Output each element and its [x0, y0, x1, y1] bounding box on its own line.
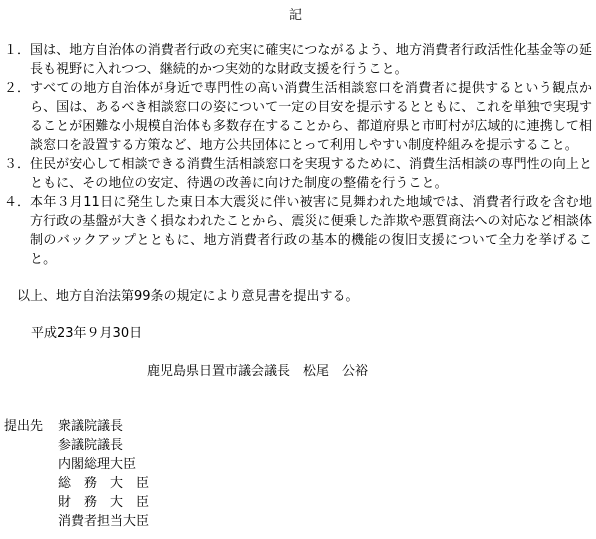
- recipient-item: 消費者担当大臣: [58, 514, 150, 529]
- item-text: 住民が安心して相談できる消費生活相談窓口を実現するために、消費生活相談の専門性の向上とともに、その地位の安定、待遇の改善に向けた制度の整備を行うこと。: [30, 157, 592, 191]
- item-number: ４．: [4, 195, 31, 210]
- recipients-label: 提出先: [4, 419, 44, 434]
- resolution-item: [4, 193, 592, 269]
- recipient-item: 参議院議長: [58, 438, 124, 453]
- resolution-items: [4, 41, 592, 269]
- item-text: すべての地方自治体が身近で専門性の高い消費生活相談窓口を消費者に提供するという観点から、国は、あるべき相談窓口の姿について一定の目安を提示するとともに、これを単独で実現することが困難な小規模自治体も多数存在することから、都道府県と市町村が広域的に連携して相談窓口を設置する方策など、地方公共団体にとって利用しやすい制度枠組みを提示すること。: [30, 81, 592, 153]
- section-heading: 記: [289, 8, 303, 23]
- recipient-item: 財 務 大 臣: [58, 495, 150, 510]
- signer-line: 鹿児島県日置市議会議長 松尾 公裕: [147, 364, 369, 379]
- recipient-item: 総 務 大 臣: [58, 476, 150, 491]
- document-date: 平成23年９月30日: [31, 326, 143, 341]
- resolution-item: [4, 79, 592, 155]
- recipient-item: 内閣総理大臣: [58, 457, 137, 472]
- item-number: ２．: [4, 81, 31, 96]
- resolution-item: [4, 41, 592, 79]
- recipients-list: [58, 417, 178, 531]
- item-text: 本年３月11日に発生した東日本大震災に伴い被害に見舞われた地域では、消費者行政を含む地方行政の基盤が大きく損なわれたことから、震災に便乗した詐欺や悪質商法への対応など相談体制のバックアップとともに、地方消費者行政の基本的機能の復旧支援について全力を挙げること。: [30, 195, 592, 267]
- item-number: ３．: [4, 157, 31, 172]
- closing-statement: 以上、地方自治法第99条の規定により意見書を提出する。: [17, 289, 359, 304]
- resolution-item: [4, 155, 592, 193]
- item-number: １．: [4, 43, 31, 58]
- recipient-item: 衆議院議長: [58, 419, 124, 434]
- item-text: 国は、地方自治体の消費者行政の充実に確実につながるよう、地方消費者行政活性化基金等の延長も視野に入れつつ、継続的かつ実効的な財政支援を行うこと。: [30, 43, 592, 77]
